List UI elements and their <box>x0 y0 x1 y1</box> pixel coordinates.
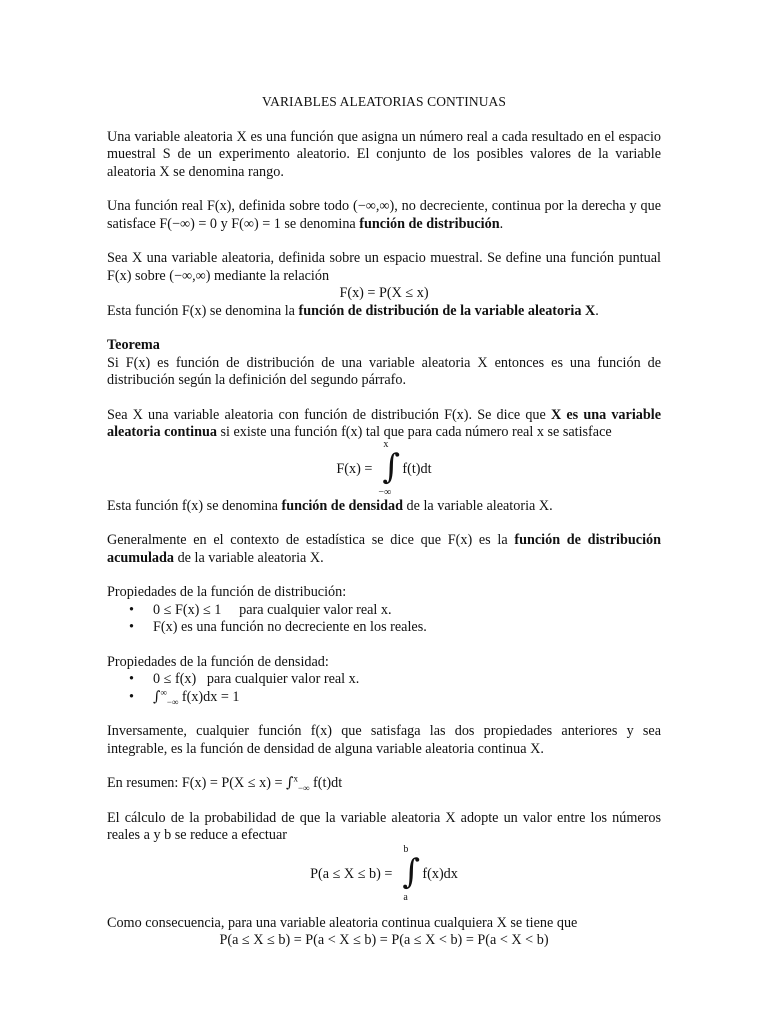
paragraph-consequence: Como consecuencia, para una variable aleatoria continua cualquiera X se tiene que <box>107 914 578 931</box>
integrand: f(x)dx <box>422 865 458 882</box>
paragraph-density-name <box>107 498 661 516</box>
list-item-text: 0 ≤ f(x) para cualquier valor real x. <box>153 671 360 687</box>
equation-cdf-integral <box>107 438 661 498</box>
text: de la variable aleatoria X. <box>174 549 324 566</box>
properties-distribution-list <box>107 602 661 637</box>
bullet-icon: • <box>129 688 134 705</box>
text: de la variable aleatoria X. <box>402 497 553 514</box>
list-item <box>129 619 661 637</box>
properties-distribution-heading: Propiedades de la función de distribución: <box>107 584 347 600</box>
bold-term: función de densidad <box>281 497 403 514</box>
paragraph-cumulative <box>107 532 661 567</box>
integral-upper-limit: x <box>293 773 298 784</box>
integral-lower-limit: −∞ <box>297 782 310 793</box>
text: Una función real F(x), definida sobre todo (−∞,∞), no decreciente, continua por la derecha y que satisface F(−∞) = 0 y F(∞) = 1 se denomina <box>107 198 661 232</box>
text: Generalmente en el contexto de estadística se dice que F(x) es la <box>107 532 515 548</box>
properties-density-heading: Propiedades de la función de densidad: <box>107 653 329 670</box>
text: Esta función f(x) se denomina <box>107 497 282 514</box>
paragraph-probability-calc: El cálculo de la probabilidad de que la variable aleatoria X adopte un valor entre los números reales a y b se reduce a efectuar <box>107 809 661 843</box>
integral-upper-limit: ∞ <box>160 686 167 697</box>
paragraph-point-function: Sea X una variable aleatoria, definida sobre un espacio muestral. Se define una función puntual F(x) sobre (−∞,∞) mediante la relación <box>107 250 661 284</box>
formula-rest: f(t)dt <box>309 775 343 791</box>
bold-term: función de distribución acumulada <box>107 532 661 566</box>
bold-term: función de distribución de la variable aleatoria X <box>298 302 596 319</box>
text: . <box>595 302 599 319</box>
integrand: f(t)dt <box>402 460 432 477</box>
integral-upper-limit: x <box>383 438 389 450</box>
paragraph-inverse: Inversamente, cualquier función f(x) que satisfaga las dos propiedades anteriores y sea integrable, es la función de densidad de alguna variable aleatoria continua X. <box>107 723 661 757</box>
summary-prefix: En resumen: F(x) = P(X ≤ x) = <box>107 775 287 791</box>
integral-lower-limit: a <box>403 891 408 903</box>
equation-probability-integral <box>107 843 661 903</box>
integral-upper-limit: b <box>403 843 409 855</box>
equation-lhs: P(a ≤ X ≤ b) = <box>310 865 393 882</box>
text: . <box>499 215 504 232</box>
text: Sea X una variable aleatoria con función de distribución F(x). Se dice que <box>107 406 551 423</box>
list-item-formula <box>153 686 240 707</box>
integral-sign: b ∫ a <box>402 843 421 903</box>
bold-term: X es una variable aleatoria continua <box>107 406 661 440</box>
list-item-text: F(x) es una función no decreciente en los reales. <box>153 619 427 635</box>
paragraph-continuous-variable <box>107 407 661 442</box>
theorem-heading <box>107 337 661 355</box>
formula-rest: f(x)dx = 1 <box>178 688 240 705</box>
list-item <box>129 602 661 620</box>
summary-formula <box>107 775 661 793</box>
integral-sign: ∫ <box>286 775 294 791</box>
list-item <box>129 686 661 707</box>
equation-lhs: F(x) = <box>336 460 373 477</box>
paragraph-distribution-function <box>107 198 661 233</box>
document-title: VARIABLES ALEATORIAS CONTINUAS <box>261 94 507 109</box>
properties-density-list <box>107 671 661 706</box>
theorem-heading-text: Teorema <box>107 337 160 353</box>
integral-sign: ∫ <box>153 688 161 705</box>
equation-equalities: P(a ≤ X ≤ b) = P(a < X ≤ b) = P(a ≤ X < b) = P(a < X < b) <box>219 932 549 948</box>
text: Esta función F(x) se denomina la <box>107 302 299 319</box>
integral-sign: x ∫ −∞ <box>378 438 401 498</box>
text: si existe una función f(x) tal que para cada número real x se satisface <box>216 424 612 440</box>
bullet-icon: • <box>129 601 134 618</box>
document-page <box>107 93 661 950</box>
list-item <box>129 671 661 689</box>
paragraph-cdf-name <box>107 303 661 321</box>
integral-lower-limit: −∞ <box>378 486 392 498</box>
list-item-text: 0 ≤ F(x) ≤ 1 para cualquier valor real x. <box>153 601 392 618</box>
equation-cdf: F(x) = P(X ≤ x) <box>339 285 429 301</box>
bullet-icon: • <box>129 619 134 635</box>
integral-lower-limit: −∞ <box>166 696 179 707</box>
bullet-icon: • <box>129 671 134 687</box>
theorem-text: Si F(x) es función de distribución de una variable aleatoria X entonces es una función de distribución según la definición del segundo párrafo. <box>107 354 661 388</box>
bold-term: función de distribución <box>359 215 500 232</box>
paragraph-definition-random-variable: Una variable aleatoria X es una función que asigna un número real a cada resultado en el espacio muestral S de un experimento aleatorio. El conjunto de los posibles valores de la variable aleatoria X se denomina rango. <box>107 128 661 180</box>
